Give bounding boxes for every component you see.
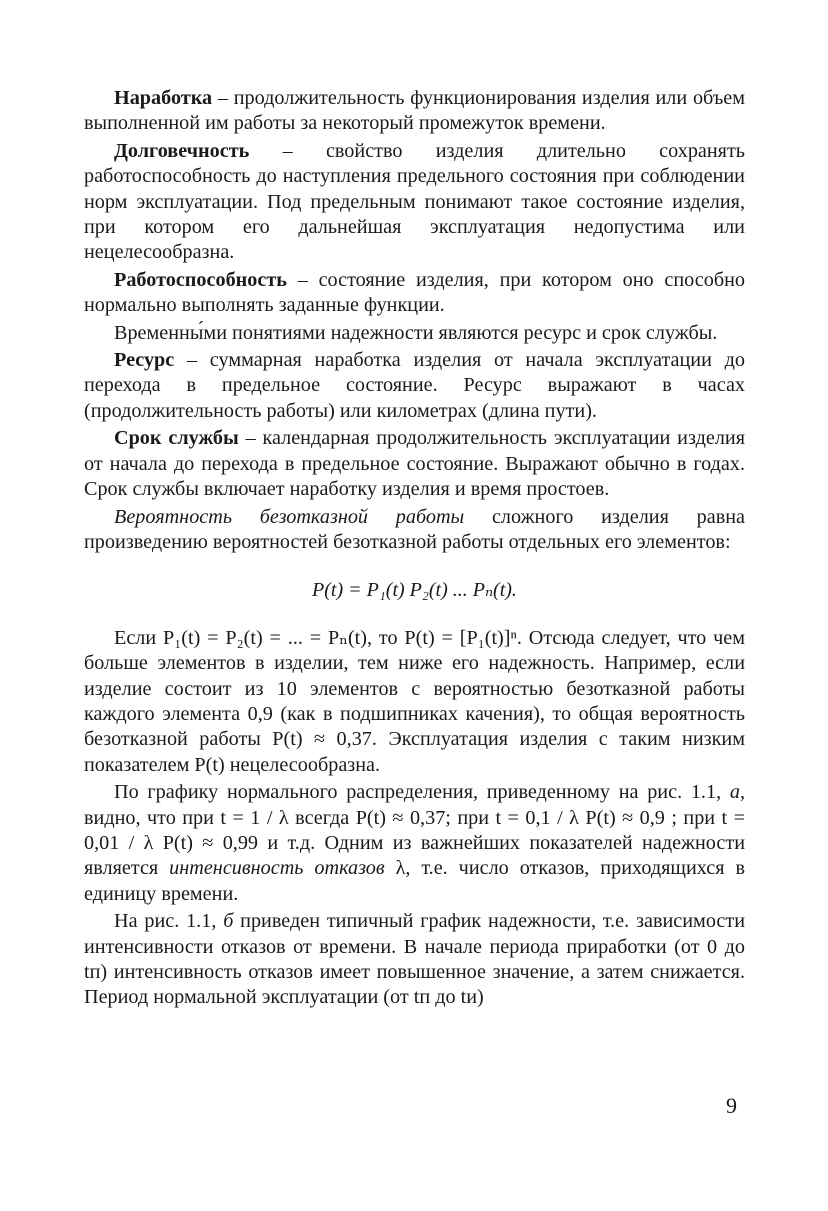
term-probability: Вероятность безотказной работы	[114, 505, 465, 528]
paragraph-dolgovechnost	[84, 139, 745, 266]
last-letter: б	[223, 910, 234, 933]
paragraph-probability	[84, 505, 745, 556]
definition-srok-sluzhby: – календарная продолжительность эксплуатации изделия от начала до перехода в предельное состояние. Выражают обычно в годах. Срок службы включает наработку изделия и время простоев.	[84, 427, 745, 501]
formula-product	[84, 578, 745, 603]
paragraph-rabotosposobnost	[84, 268, 745, 319]
last-body-text: приведен типичный график надежности, т.е. зависимости интенсивности отказов от времени. В начале периода приработки (от 0 до tп) интенсивность отказов имеет повышенное значение, а затем снижается. Период нормальной эксплуатации (от tп до tи)	[84, 910, 745, 1009]
definition-probability: сложного изделия равна произведению вероятностей безотказной работы отдельных его элементов:	[84, 505, 745, 553]
paragraph-reliability-graph	[84, 909, 745, 1011]
graph-a-letter: а,	[729, 781, 745, 804]
paragraph-naработка	[84, 86, 745, 137]
term-failure-rate: интенсивность отказов	[169, 857, 385, 880]
definition-dolgovechnost: – свойство изделия длительно сохранять работоспособность до наступления предельного состояния при соблюдении норм эксплуатации. Под предельным понимают такое состояние изделия, при котором его дальнейшая эксплуатация недопустима или нецелесообразна.	[84, 139, 745, 264]
definition-resurs: – суммарная наработка изделия от начала эксплуатации до перехода в предельное состояние. Ресурс выражают в часах (продолжительность работы) или километрах (длина пути).	[84, 349, 745, 422]
paragraph-resurs	[84, 348, 745, 424]
paragraph-if-equal	[84, 626, 745, 778]
last-start-text: На рис. 1.1,	[114, 910, 224, 933]
term-narabotka: Наработка	[114, 87, 213, 109]
term-srok-sluzhby: Срок службы	[114, 427, 239, 450]
graph-rest-text: видно, что при t = 1 / λ всегда P(t) ≈ 0,37; при t = 0,1 / λ P(t) ≈ 0,9 ; при t = 0,01 / λ P(t) ≈ 0,99 и т.д. Одним из важнейших показателей надежности является	[84, 806, 745, 880]
term-dolgovechnost: Долговечность	[114, 139, 250, 162]
paragraph-time-concepts	[84, 321, 745, 346]
if-equal-text: Если P₁(t) = P₂(t) = ... = Pₙ(t), то P(t) = [P₁(t)]ⁿ. Отсюда следует, что чем больше элементов в изделии, тем ниже его надежность. Например, если изделие состоит из 10 элементов с вероятностью безотказной работы каждого элемента 0,9 (как в подшипниках качения), то общая вероятность безотказной работы P(t) ≈ 0,37. Эксплуатация изделия с таким низким показателем P(t) нецелесообразна.	[84, 626, 745, 776]
time-concepts-text: Временны́ми понятиями надежности являются ресурс и срок службы.	[114, 321, 718, 344]
paragraph-normal-distribution	[84, 780, 745, 907]
graph-end-text: λ, т.е. число отказов, приходящихся в единицу времени.	[84, 857, 745, 905]
definition-narabotka: – продолжительность функционирования изделия или объем выполненной им работы за некоторый промежуток времени.	[84, 87, 745, 135]
formula-text: P(t) = P₁(t) P₂(t) ... Pₙ(t).	[312, 579, 517, 602]
page-number: 9	[726, 1093, 737, 1118]
definition-rabotosposobnost: – состояние изделия, при котором оно способно нормально выполнять заданные функции.	[84, 268, 745, 317]
page-body	[84, 86, 745, 1011]
term-rabotosposobnost: Работоспособность	[114, 268, 287, 291]
graph-a-text: По графику нормального распределения, приведенному на рис. 1.1,	[114, 781, 730, 804]
paragraph-srok-sluzhby	[84, 426, 745, 502]
term-resurs: Ресурс	[114, 349, 175, 372]
